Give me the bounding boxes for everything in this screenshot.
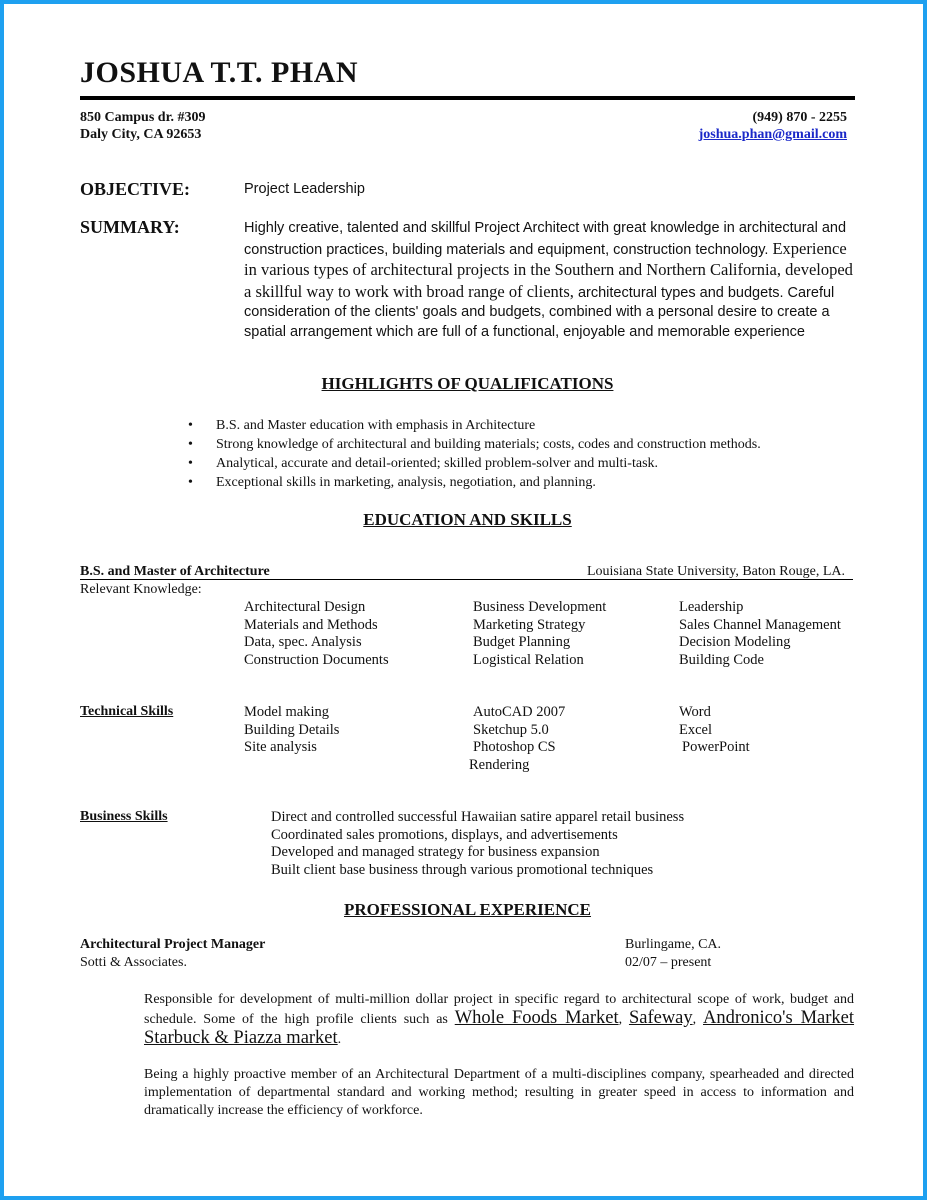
- summary-label: SUMMARY:: [80, 217, 180, 237]
- summary-line-1: Highly creative, talented and skillful Project Architect with great knowledge in architectural and construction practices, building materials and equipment, construction technology.: [244, 220, 847, 258]
- client-name: Whole Foods Market: [454, 1008, 619, 1028]
- technical-column-1: [244, 704, 339, 757]
- list-item: PowerPoint: [682, 739, 750, 755]
- qualifications-list: [188, 416, 761, 492]
- list-item: Building Details: [244, 721, 340, 738]
- candidate-name: JOSHUA T.T. PHAN: [80, 56, 359, 89]
- education-heading: EDUCATION AND SKILLS: [363, 510, 572, 529]
- qualifications-heading: HIGHLIGHTS OF QUALIFICATIONS: [321, 374, 614, 393]
- list-item: Direct and controlled successful Hawaiian satire apparel retail business: [271, 809, 685, 825]
- job-location: Burlingame, CA.: [625, 937, 722, 952]
- company-name: Sotti & Associates.: [80, 955, 187, 970]
- list-item: Marketing Strategy: [473, 616, 586, 633]
- list-item: Built client base business through various promotional techniques: [271, 861, 654, 878]
- list-item: • Analytical, accurate and detail-oriented; skilled problem-solver and multi-task.: [188, 454, 761, 473]
- list-item: Data, spec. Analysis: [244, 634, 362, 650]
- email-link[interactable]: joshua.phan@gmail.com: [698, 127, 847, 142]
- contact-block: [699, 109, 847, 143]
- objective-label: OBJECTIVE:: [80, 179, 191, 199]
- experience-paragraph-1: Responsible for development of multi-million dollar project in specific regard to architectural scope of work, budget and schedule. Some of the high profile clients such as Whole Foods Market, Safeway, Andronico's Market Starbuck & Piazza market.: [144, 992, 855, 1048]
- summary-text: [244, 219, 854, 342]
- list-item: Materials and Methods: [244, 616, 378, 633]
- degree-title: B.S. and Master of Architecture: [80, 564, 270, 579]
- list-item: Excel: [679, 721, 713, 738]
- paragraph-text: Responsible for development of multi-million dollar project in specific regard to architectural scope of work, budget and schedule. Some of the high profile clients such as: [144, 992, 854, 1027]
- list-item: Word: [679, 704, 711, 720]
- list-item: • Strong knowledge of architectural and building materials; costs, codes and construction methods.: [188, 435, 761, 454]
- objective-value: Project Leadership: [244, 181, 365, 197]
- experience-paragraph-2: Being a highly proactive member of an Architectural Department of a multi-disciplines company, spearheaded and directed implementation of departmental standard and working method; resulting in greater speed in access to information and dramatically increase the efficiency of workforce.: [144, 1067, 854, 1118]
- business-skills-list: [271, 809, 684, 879]
- list-item: Construction Documents: [244, 651, 389, 668]
- list-item: Photoshop CS: [473, 739, 556, 755]
- knowledge-column-3: [679, 599, 841, 669]
- list-item: Sketchup 5.0: [473, 721, 549, 738]
- technical-skills-label: Technical Skills: [80, 704, 174, 719]
- address-line-1: 850 Campus dr. #309: [80, 110, 206, 125]
- list-item: Developed and managed strategy for business expansion: [271, 844, 600, 860]
- business-skills-label: Business Skills: [80, 809, 168, 824]
- client-name: Starbuck & Piazza market: [144, 1028, 338, 1048]
- experience-heading: PROFESSIONAL EXPERIENCE: [343, 900, 592, 919]
- list-item: Rendering: [469, 756, 530, 773]
- list-item: Sales Channel Management: [679, 616, 841, 633]
- knowledge-column-1: [244, 599, 389, 669]
- summary-line-3: architectural types and budgets. Careful consideration of the clients' goals and budgets, combined with a personal desire to create a spatial arrangement which are full of a functional, enjoyable and memorable experience: [244, 284, 835, 340]
- list-item: Logistical Relation: [473, 651, 584, 668]
- address-line-2: Daly City, CA 92653: [80, 127, 202, 142]
- technical-column-2: [469, 704, 566, 774]
- list-item: Leadership: [679, 599, 744, 615]
- list-item: Site analysis: [244, 739, 317, 755]
- client-name: Safeway: [628, 1008, 693, 1028]
- job-dates: 02/07 – present: [625, 955, 712, 970]
- knowledge-column-2: [473, 599, 606, 669]
- list-item: Building Code: [679, 651, 764, 668]
- list-item: Business Development: [473, 599, 607, 615]
- relevant-knowledge-label: Relevant Knowledge:: [80, 582, 202, 597]
- school-name: Louisiana State University, Baton Rouge, LA.: [586, 564, 845, 579]
- list-item: AutoCAD 2007: [473, 704, 566, 720]
- job-title: Architectural Project Manager: [80, 937, 266, 952]
- header-rule: [80, 96, 855, 100]
- list-item: Architectural Design: [244, 599, 366, 615]
- list-item: Budget Planning: [473, 634, 571, 650]
- degree-rule: [80, 579, 853, 580]
- client-name: Andronico's Market: [703, 1008, 855, 1028]
- list-item: • B.S. and Master education with emphasis in Architecture: [188, 416, 761, 435]
- list-item: Coordinated sales promotions, displays, and advertisements: [271, 826, 618, 843]
- technical-column-3: [679, 704, 750, 757]
- list-item: • Exceptional skills in marketing, analysis, negotiation, and planning.: [188, 473, 761, 492]
- list-item: Decision Modeling: [679, 634, 791, 650]
- phone-number: (949) 870 - 2255: [752, 110, 847, 125]
- summary-line-2: Experience in various types of architectural projects in the Southern and Northern California, developed a skillful way to work with broad range of clients,: [244, 238, 853, 301]
- address-block: [80, 109, 206, 143]
- list-item: Model making: [244, 704, 329, 720]
